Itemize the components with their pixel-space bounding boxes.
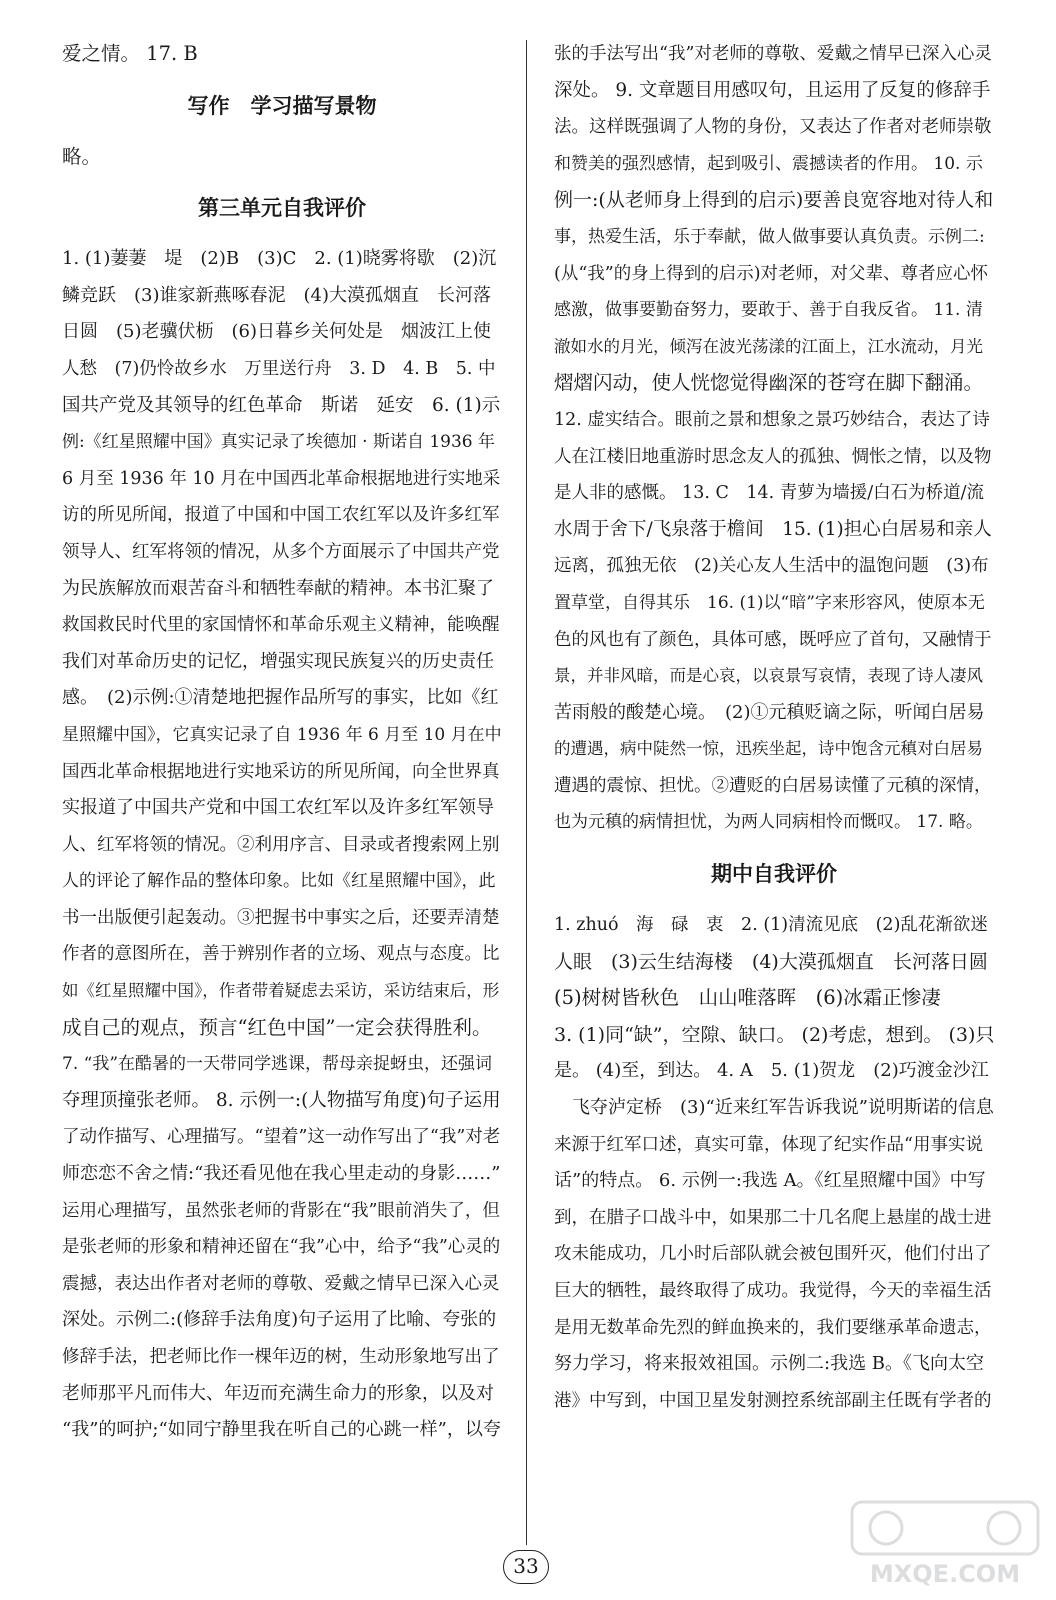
text-line: 色的风也有了颜色，具体可感，既呼应了首句，又融情于: [554, 629, 992, 650]
text-line: 张的手法写出“我”对老师的尊敬、爱戴之情早已深入心灵: [554, 44, 992, 64]
section-heading: 写作 学习描写景物: [187, 93, 377, 118]
text-line: “我”的呵护;“如同宁静里我在听自己的心跳一样”，以夸: [62, 1419, 501, 1441]
text-line: 我们对革命历史的记忆，增强实现民族复兴的历史责任: [62, 650, 494, 672]
left-column: [62, 36, 502, 1449]
text-line: 深处。示例二:(修辞手法角度)句子运用了比喻、夸张的: [62, 1309, 497, 1331]
text-line: 1. zhuó 海 碌 衷 2. (1)清流见底 (2)乱花渐欲迷: [554, 915, 988, 936]
text-line: 成自己的观点，预言“红色中国”一定会获得胜利。: [62, 1015, 492, 1039]
text-line: 鳞竞跃 (3)谁家新燕啄春泥 (4)大漠孤烟直 长河落: [62, 284, 491, 306]
text-line: 7. “我”在酷暑的一天带同学逃课，帮母亲捉蚜虫，还强词: [62, 1054, 493, 1075]
text-line: 和赞美的强烈感情，起到吸引、震撼读者的作用。 10. 示: [554, 153, 983, 174]
text-line: 例:《红星照耀中国》真实记录了埃德加 · 斯诺自 1936 年: [62, 432, 496, 453]
text-line: (5)树树皆秋色 山山唯落晖 (6)冰霜正惨凄: [554, 986, 941, 1010]
text-line: 人愁 (7)仍怜故乡水 万里送行舟 3. D 4. B 5. 中: [62, 358, 496, 379]
text-line: 人眼 (3)云生结海楼 (4)大漠孤烟直 长河落日圆: [554, 950, 988, 973]
text-line: 了动作描写、心理描写。“望着”这一动作写出了“我”对老: [62, 1127, 501, 1148]
text-line: 书一出版便引起轰动。③把握书中事实之后，还要弄清楚: [62, 907, 500, 928]
text-line: 是张老师的形象和精神还留在“我”心中，给予“我”心灵的: [62, 1237, 501, 1258]
section-heading: 第三单元自我评价: [198, 196, 366, 221]
right-column: [554, 36, 994, 1419]
text-line: 感。 (2)示例:①清楚地把握作品所写的事实，比如《红: [62, 687, 499, 709]
text-line: 修辞手法，把老师比作一棵年迈的树，生动形象地写出了: [62, 1347, 500, 1367]
text-line: 的遭遇，病中陡然一惊，迅疾坐起，诗中饱含元稹对白居易: [554, 739, 983, 759]
text-line: 实报道了中国共产党和中国工农红军以及许多红军领导: [62, 797, 494, 819]
text-line: 巨大的牺牲，最终取得了成功。我觉得，今天的幸福生活: [554, 1281, 992, 1301]
text-line: 法。这样既强调了人物的身份，又表达了作者对老师崇敬: [554, 117, 992, 138]
watermark-text: MXQE.COM: [869, 1560, 1021, 1588]
text-line: 日圆 (5)老骥伏枥 (6)日暮乡关何处是 烟波江上使: [62, 321, 491, 343]
text-line: 置草堂，自得其乐 16. (1)以“暗”字来形容风，使原本无: [554, 592, 985, 613]
text-line: 访的所见所闻，报道了中国和中国工农红军以及许多红军: [62, 505, 500, 526]
text-line: 3. (1)同“缺”，空隙、缺口。 (2)考虑，想到。 (3)只: [554, 1023, 995, 1046]
text-line: 老师那平凡而伟大、年迈而充满生命力的形象，以及对: [62, 1382, 494, 1404]
text-line: 是。 (4)至，到达。 4. A 5. (1)贺龙 (2)巧渡金沙江: [554, 1060, 989, 1082]
section-heading: 期中自我评价: [711, 862, 837, 887]
text-line: 遭遇的震惊、担忧。②遭贬的白居易读懂了元稹的深情，: [554, 775, 992, 796]
text-line: 努力学习，将来报效祖国。示例二:我选 B。《飞向太空: [554, 1353, 985, 1375]
text-line: 作者的意图所在，善于辨别作者的立场、观点与态度。比: [62, 944, 500, 965]
text-line: 也为元稹的病情担忧，为两人同病相怜而慨叹。 17. 略。: [554, 812, 983, 833]
text-line: 人、红军将领的情况。②利用序言、目录或者搜索网上别: [62, 834, 500, 855]
watermark-logo: [850, 1500, 1040, 1590]
text-line: 人的评论了解作品的整体印象。比如《红星照耀中国》，此: [62, 871, 496, 892]
text-line: 领导人、红军将领的情况，从多个方面展示了中国共产党: [62, 541, 500, 562]
text-line: 人在江楼旧地重游时思念友人的孤独、惆怅之情，以及物: [554, 446, 992, 467]
text-line: 水周于舍下/飞泉落于檐间 15. (1)担心白居易和亲人: [554, 518, 992, 540]
text-line: 攻未能成功，几小时后部队就会被包围歼灭，他们付出了: [554, 1244, 992, 1265]
text-line: 是人非的感慨。 13. C 14. 青萝为墙援/白石为桥道/流: [554, 483, 985, 504]
text-line: 远离，孤独无依 (2)关心友人生活中的温饱问题 (3)布: [554, 556, 989, 577]
text-line: 救国救民时代里的家国情怀和革命乐观主义精神，能唤醒: [62, 615, 500, 636]
text-line: 话”的特点。 6. 示例一:我选 A。《红星照耀中国》中写: [554, 1170, 986, 1192]
text-line: 景，并非风暗，而是心哀，以哀景写哀情，表现了诗人凄风: [554, 666, 983, 686]
text-line: 来源于红军口述，真实可靠，体现了纪实作品“用事实说: [554, 1134, 983, 1155]
text-line: 如《红星照耀中国》，作者带着疑虑去采访，采访结束后，形: [62, 981, 500, 1001]
column-divider: [526, 40, 527, 1545]
text-line: 略。: [62, 144, 102, 168]
text-line: 例一:(从老师身上得到的启示)要善良宽容地对待人和: [554, 189, 994, 212]
text-line: (从“我”的身上得到的启示)对老师，对父辈、尊者应心怀: [554, 263, 989, 284]
text-line: 国共产党及其领导的红色革命 斯诺 延安 6. (1)示: [62, 394, 501, 416]
text-line: 爱之情。 17. B: [62, 42, 198, 65]
text-line: 星照耀中国》，它真实记录了自 1936 年 6 月至 10 月在中: [62, 724, 502, 745]
text-line: 师恋恋不舍之情:“我还看见他在我心里走动的身影……”: [62, 1163, 501, 1185]
text-line: 6 月至 1936 年 10 月在中国西北革命根据地进行实地采: [62, 468, 501, 489]
text-line: 到，在腊子口战斗中，如果那二十几名爬上悬崖的战士进: [554, 1207, 992, 1228]
text-line: 12. 虚实结合。眼前之景和想象之景巧妙结合，表达了诗: [554, 409, 990, 430]
text-line: 是用无数革命先烈的鲜血换来的，我们要继承革命遗志，: [554, 1317, 992, 1338]
text-line: 运用心理描写，虽然张老师的背影在“我”眼前消失了，但: [62, 1200, 500, 1221]
text-line: 事，热爱生活，乐于奉献，做人做事要认真负责。示例二:: [554, 226, 985, 247]
text-line: 深处。 9. 文章题目用感叹句，且运用了反复的修辞手: [554, 79, 991, 101]
text-line: 飞夺泸定桥 (3)“近来红军告诉我说”说明斯诺的信息: [554, 1097, 994, 1119]
text-line: 熠熠闪动，使人恍惚觉得幽深的苍穹在脚下翻涌。: [554, 371, 984, 395]
text-line: 震撼，表达出作者对老师的尊敬、爱戴之情早已深入心灵: [62, 1273, 500, 1294]
text-line: 苦雨般的酸楚心境。 (2)①元稹贬谪之际，听闻白居易: [554, 701, 985, 723]
text-line: 澈如水的月光，倾泻在波光荡漾的江面上，江水流动，月光: [554, 336, 983, 356]
text-line: 1. (1)萋萋 堤 (2)B (3)C 2. (1)晓雾将歇 (2)沉: [62, 248, 497, 270]
text-line: 港》中写到，中国卫星发射测控系统部副主任既有学者的: [554, 1390, 992, 1411]
text-line: 为民族解放而艰苦奋斗和牺牲奉献的精神。本书汇聚了: [62, 577, 494, 599]
text-line: 国西北革命根据地进行实地采访的所见所闻，向全世界真: [62, 761, 500, 782]
text-line: 夺理顶撞张老师。 8. 示例一:(人物描写角度)句子运用: [62, 1089, 501, 1111]
text-line: 感激，做事要勤奋努力，要敢于、善于自我反省。 11. 清: [554, 300, 983, 321]
page-number: 33: [503, 1550, 549, 1584]
